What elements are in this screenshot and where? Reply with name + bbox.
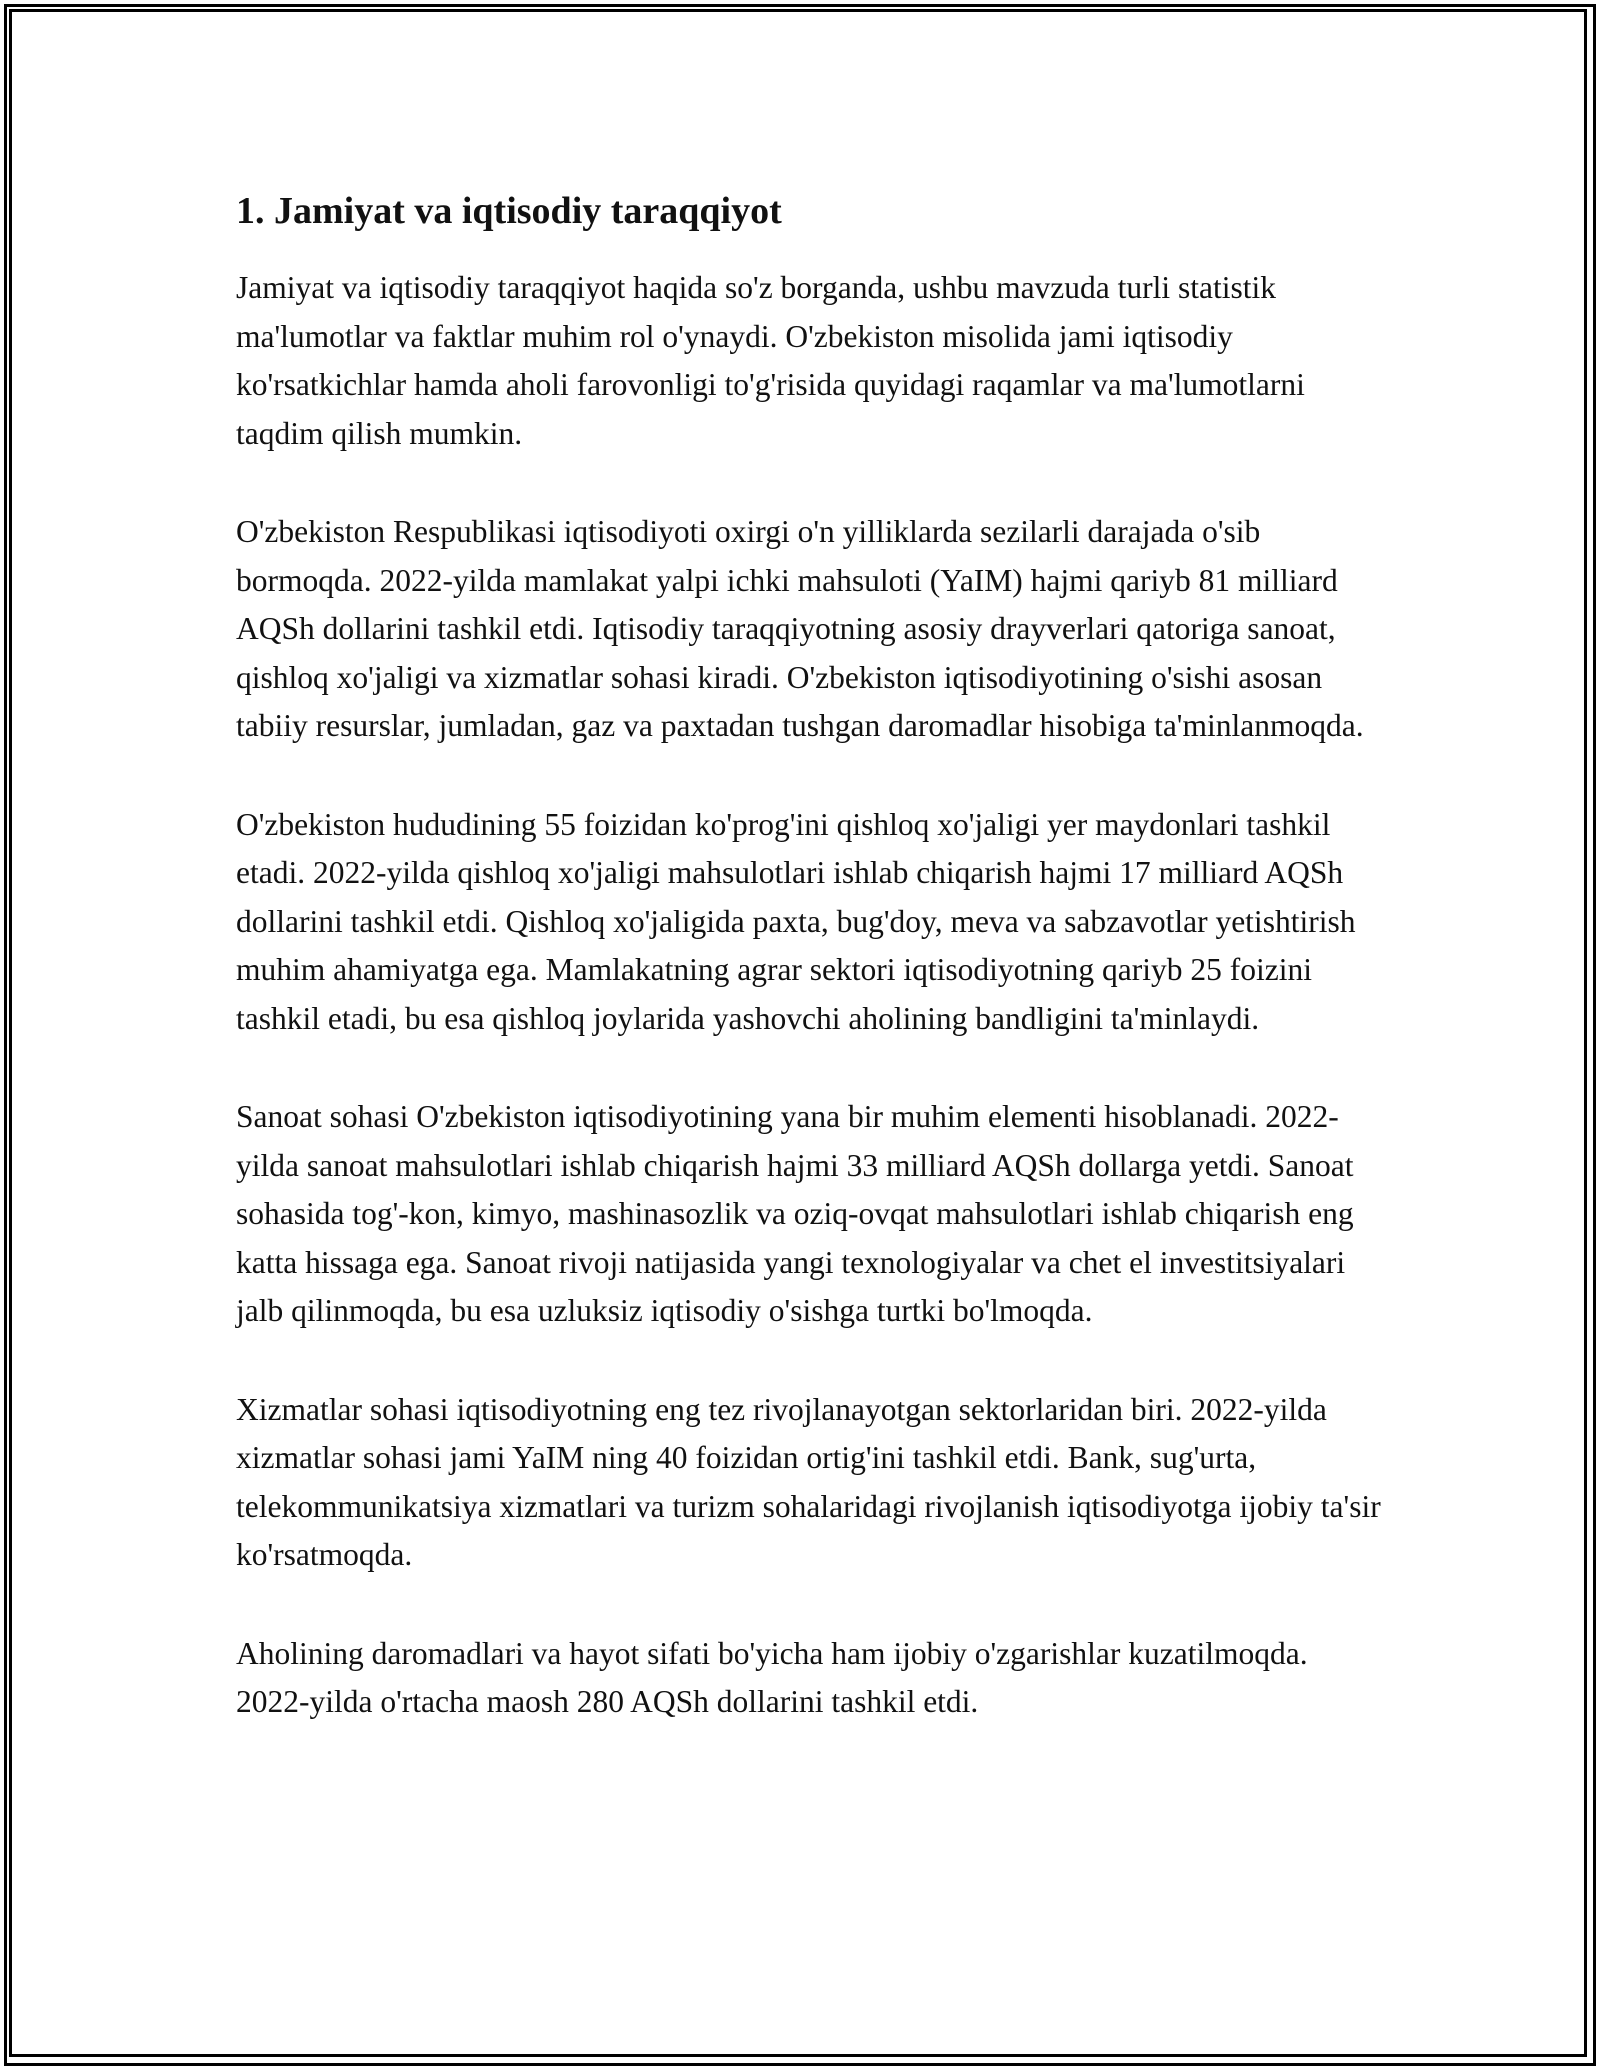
paragraph-agriculture: O'zbekiston hududining 55 foizidan ko'prog'ini qishloq xo'jaligi yer maydonlari tashkil etadi. 2022-yilda qishloq xo'jaligi mahsulotlari ishlab chiqarish hajmi 17 milliard AQSh dollarini tashkil etdi. Qishloq xo'jaligida paxta, bug'doy, meva va sabzavotlar yetishtirish muhim ahamiyatga ega. Mamlakatning agrar sektori iqtisodiyotning qariyb 25 foizini tashkil etadi, bu esa qishloq joylarida yashovchi aholining bandligini ta'minlaydi. <box>236 806 1356 1036</box>
paragraph-industry: Sanoat sohasi O'zbekiston iqtisodiyotining yana bir muhim elementi hisoblanadi. 2022-yilda sanoat mahsulotlari ishlab chiqarish hajmi 33 milliard AQSh dollarga yetdi. Sanoat sohasida tog'-kon, kimyo, mashinasozlik va oziq-ovqat mahsulotlari ishlab chiqarish eng katta hissaga ega. Sanoat rivoji natijasida yangi texnologiyalar va chet el investitsiyalari jalb qilinmoqda, bu esa uzluksiz iqtisodiy o'sishga turtki bo'lmoqda. <box>236 1099 1354 1328</box>
paragraph-intro: Jamiyat va iqtisodiy taraqqiyot haqida so'z borganda, ushbu mavzuda turli statistik ma'lumotlar va faktlar muhim rol o'ynaydi. O'zbekiston misolida jami iqtisodiy ko'rsatkichlar hamda aholi farovonligi to'g'risida quyidagi raqamlar va ma'lumotlarni taqdim qilish mumkin. <box>236 270 1305 451</box>
paragraph-services: Xizmatlar sohasi iqtisodiyotning eng tez rivojlanayotgan sektorlaridan biri. 2022-yilda xizmatlar sohasi jami YaIM ning 40 foizidan ortig'ini tashkil etdi. Bank, sug'urta, telekommunikatsiya xizmatlari va turizm sohalaridagi rivojlanish iqtisodiyotga ijobiy ta'sir ko'rsatmoqda. <box>236 1391 1381 1572</box>
section-heading: 1. Jamiyat va iqtisodiy taraqqiyot <box>236 190 782 232</box>
paragraph-income: Aholining daromadlari va hayot sifati bo'yicha ham ijobiy o'zgarishlar kuzatilmoqda. 2022-yilda o'rtacha maosh 280 AQSh dollarini tashkil etdi. <box>236 1635 1308 1719</box>
paragraph-economy-growth: O'zbekiston Respublikasi iqtisodiyoti oxirgi o'n yilliklarda sezilarli darajada o'sib bormoqda. 2022-yilda mamlakat yalpi ichki mahsuloti (YaIM) hajmi qariyb 81 milliard AQSh dollarini tashkil etdi. Iqtisodiy taraqqiyotning asosiy drayverlari qatoriga sanoat, qishloq xo'jaligi va xizmatlar sohasi kiradi. O'zbekiston iqtisodiyotining o'sishi asosan tabiiy resurslar, jumladan, gaz va paxtadan tushgan daromadlar hisobiga ta'minlanmoqda. <box>236 514 1364 743</box>
document-body <box>236 186 1386 1777</box>
